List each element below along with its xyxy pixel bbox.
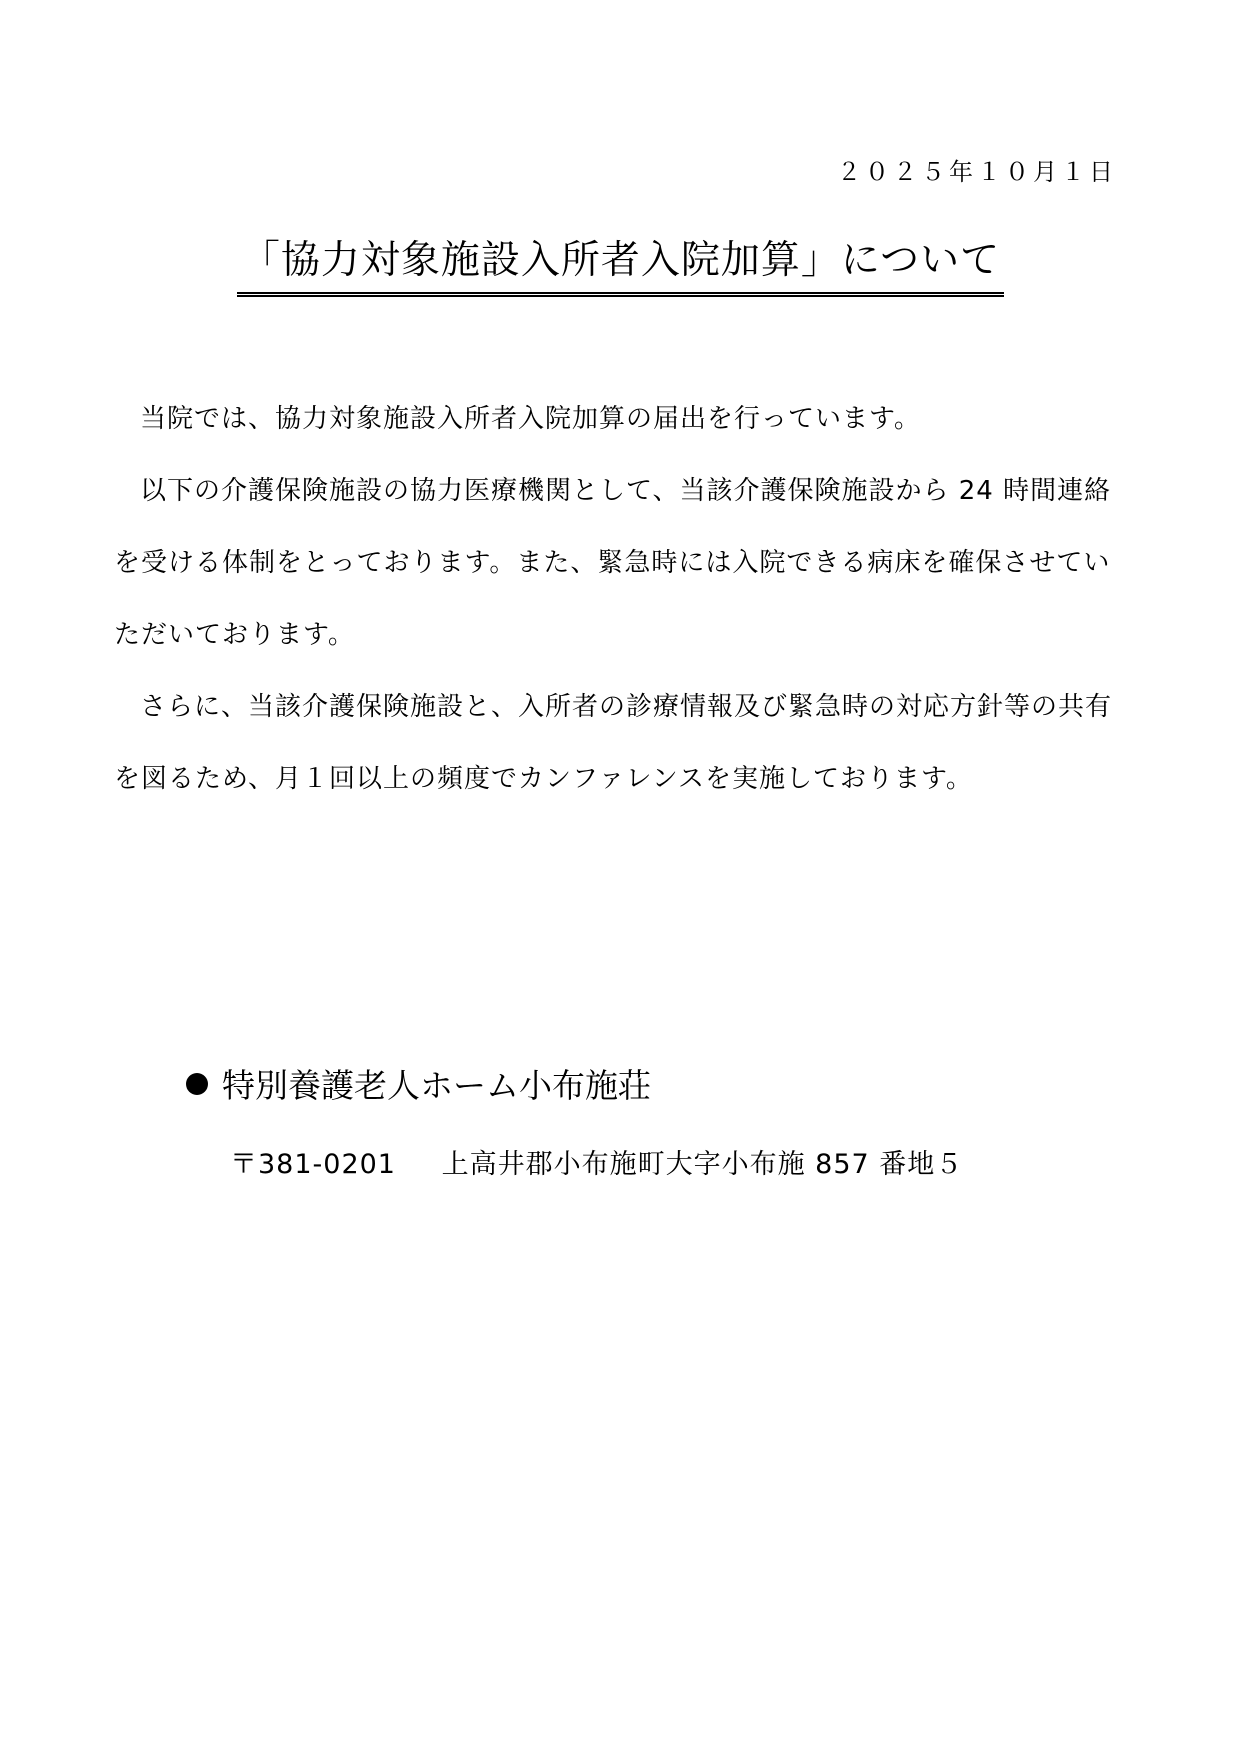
facility-address-line: [230, 1142, 963, 1181]
paragraph-cooperation: 以下の介護保険施設の協力医療機関として、当該介護保険施設から 24 時間連絡を受ける体制をとっております。また、緊急時には入院できる病床を確保させていただいております。: [114, 476, 1112, 650]
paragraph-conference: さらに、当該介護保険施設と、入所者の診療情報及び緊急時の対応方針等の共有を図るため、月１回以上の頻度でカンファレンスを実施しております。: [114, 692, 1113, 794]
title-container: [0, 232, 1241, 297]
document-title: 「協力対象施設入所者入院加算」について: [237, 232, 1004, 297]
facility-heading: [186, 1060, 651, 1107]
paragraph-notification: 当院では、協力対象施設入所者入院加算の届出を行っています。: [140, 404, 921, 434]
body-text: [114, 383, 1130, 815]
facility-address: 上高井郡小布施町大字小布施 857 番地５: [441, 1149, 964, 1180]
document-date: ２０２５年１０月１日: [837, 158, 1117, 186]
facility-name: 特別養護老人ホーム小布施荘: [222, 1066, 651, 1105]
bullet-circle-icon: [186, 1073, 208, 1095]
postal-code: 〒381-0201: [230, 1149, 396, 1180]
